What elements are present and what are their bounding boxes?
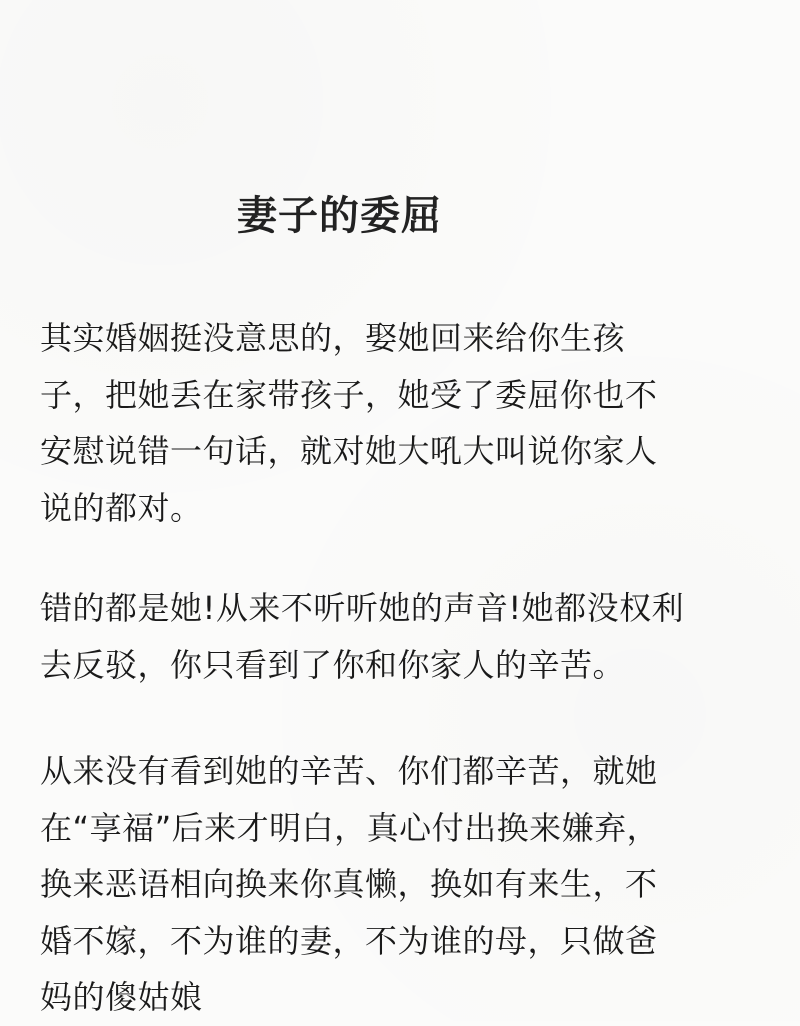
paragraph-line: 其实婚姻挺没意思的，娶她回来给你生孩 xyxy=(40,319,626,357)
paragraph-line: 去反驳，你只看到了你和你家人的辛苦。 xyxy=(40,645,626,684)
paragraph-line: 错的都是她!从来不听听她的声音!她都没权利 xyxy=(40,589,685,627)
paragraph-3 xyxy=(40,743,740,1026)
paragraph-line: 子，把她丢在家带孩子，她受了委屈你也不 xyxy=(40,375,658,414)
paragraph-line: 说的都对。 xyxy=(40,488,203,527)
paragraph-1 xyxy=(40,310,740,536)
article-title: 妻子的委屈 xyxy=(237,193,442,239)
paragraph-line: 从来没有看到她的辛苦、你们都辛苦，就她 xyxy=(40,752,658,790)
paragraph-line: 安慰说错一句话，就对她大吼大叫说你家人 xyxy=(40,432,658,470)
paragraph-line: 换来恶语相向换来你真懒，换如有来生，不 xyxy=(40,865,658,903)
paragraph-line: 在“享福”后来才明白，真心付出换来嫌弃， xyxy=(40,808,660,847)
paragraph-line: 婚不嫁，不为谁的妻，不为谁的母，只做爸 xyxy=(40,921,658,960)
paragraph-2 xyxy=(40,580,740,693)
paragraph-line: 妈的傻姑娘 xyxy=(40,978,203,1016)
